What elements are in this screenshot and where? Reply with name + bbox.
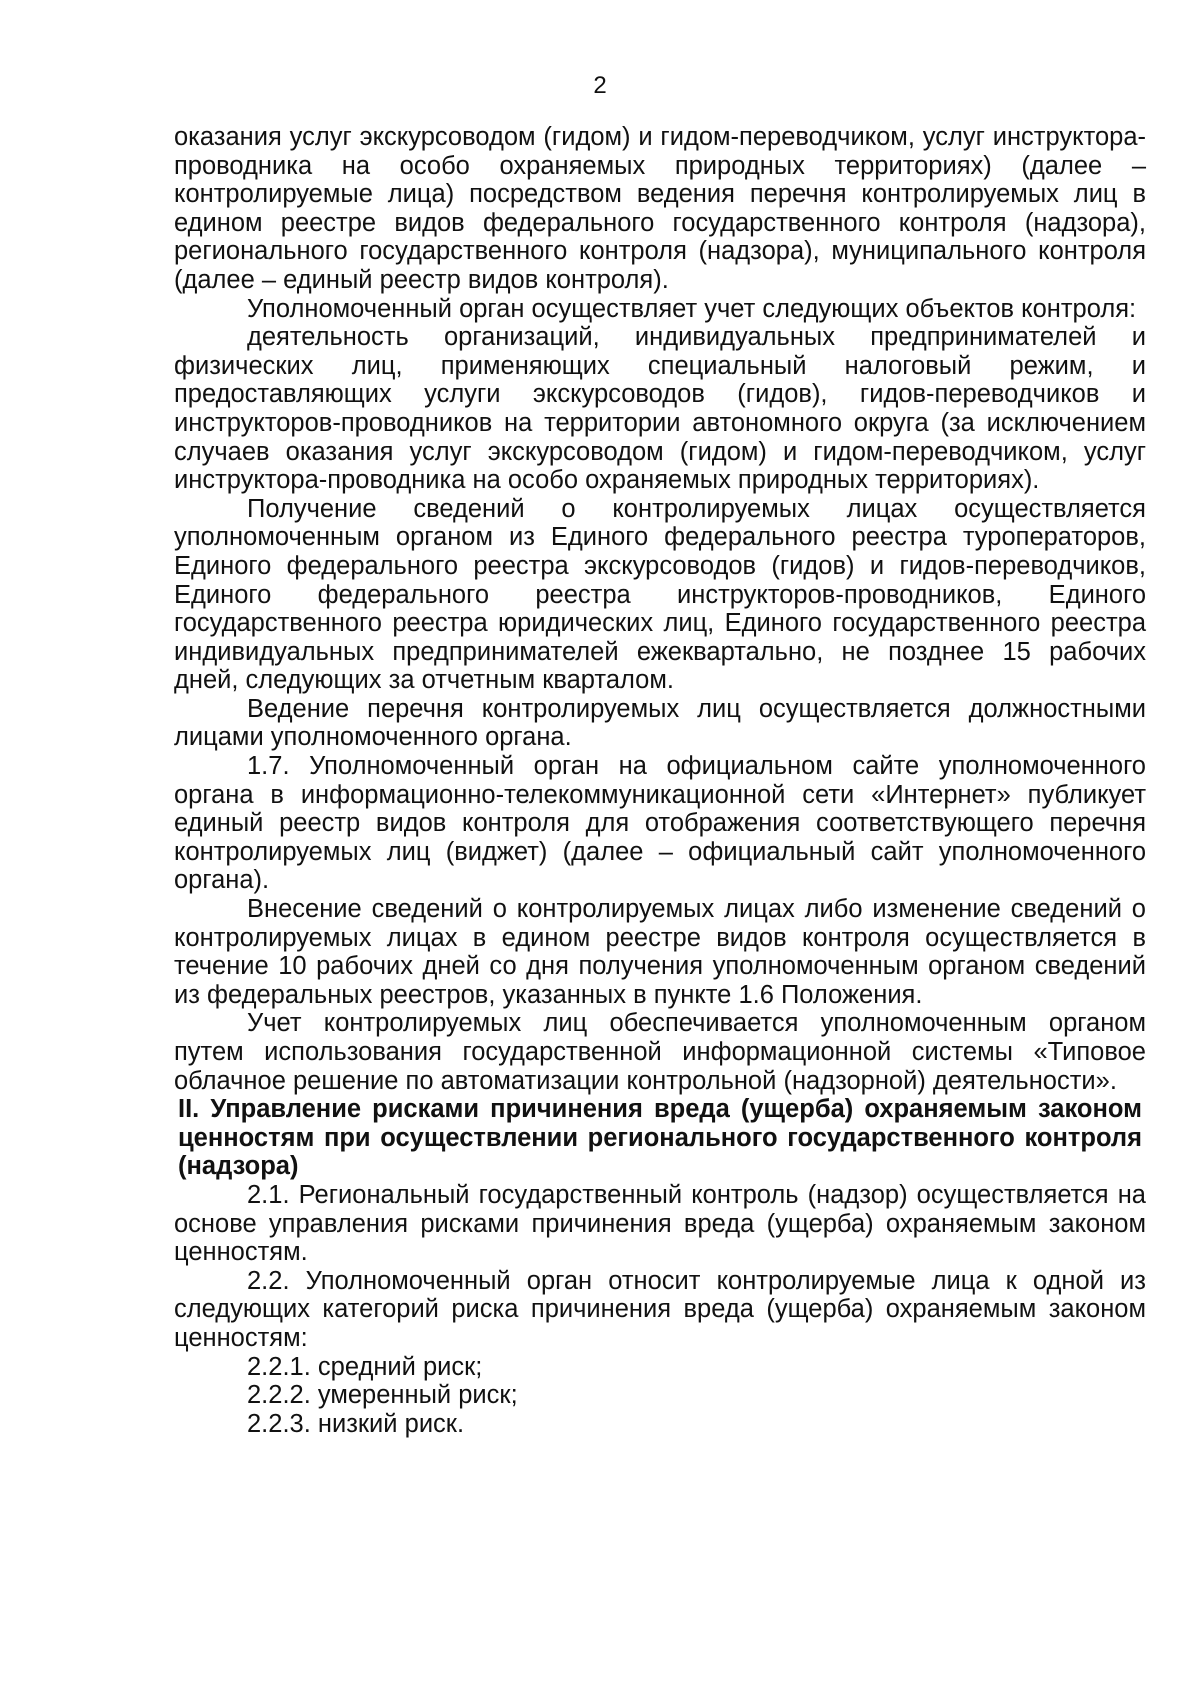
list-item: 2.2.1. средний риск; bbox=[247, 1352, 483, 1381]
paragraph: деятельность организаций, индивидуальных предпринимателей и физических лиц, применяющих специальный налоговый режим, и предоставляющих услуги экскурсоводов (гидов), гидов-переводчиков и инструкторов-проводников на территории автономного округа (за исключением случаев оказания услуг экскурсоводом (гидом) и гидом-переводчиком, услуг инструктора-проводника на особо охраняемых природных территориях). bbox=[174, 323, 1146, 495]
document-body bbox=[174, 123, 1146, 1438]
section-heading: II. Управление рисками причинения вреда (ущерба) охраняемым законом ценностям при осуществлении регионального государственного контроля (надзора) bbox=[178, 1095, 1142, 1181]
paragraph: Ведение перечня контролируемых лиц осуществляется должностными лицами уполномоченного органа. bbox=[174, 694, 1146, 752]
paragraph: 2.1. Региональный государственный контроль (надзор) осуществляется на основе управления рисками причинения вреда (ущерба) охраняемым законом ценностям. bbox=[174, 1180, 1146, 1267]
page-number: 2 bbox=[593, 72, 607, 99]
list-item: 2.2.2. умеренный риск; bbox=[247, 1381, 518, 1410]
paragraph: 1.7. Уполномоченный орган на официальном сайте уполномоченного органа в информационно-телекоммуникационной сети «Интернет» публикует единый реестр видов контроля для отображения соответствующего перечня контролируемых лиц (виджет) (далее – официальный сайт уполномоченного органа). bbox=[174, 752, 1146, 895]
paragraph: Получение сведений о контролируемых лицах осуществляется уполномоченным органом из Единого федерального реестра туроператоров, Единого федерального реестра экскурсоводов (гидов) и гидов-переводчиков, Единого федерального реестра инструкторов-проводников, Единого государственного реестра юридических лиц, Единого государственного реестра индивидуальных предпринимателей ежеквартально, не позднее 15 рабочих дней, следующих за отчетным кварталом. bbox=[174, 494, 1146, 695]
paragraph: Внесение сведений о контролируемых лицах либо изменение сведений о контролируемых лицах в едином реестре видов контроля осуществляется в течение 10 рабочих дней со дня получения уполномоченным органом сведений из федеральных реестров, указанных в пункте 1.6 Положения. bbox=[174, 895, 1146, 1009]
paragraph: 2.2. Уполномоченный орган относит контролируемые лица к одной из следующих категорий риска причинения вреда (ущерба) охраняемым законом ценностям: bbox=[174, 1266, 1146, 1352]
paragraph: Учет контролируемых лиц обеспечивается уполномоченным органом путем использования государственной информационной системы «Типовое облачное решение по автоматизации контрольной (надзорной) деятельности». bbox=[174, 1009, 1146, 1095]
paragraph: Уполномоченный орган осуществляет учет следующих объектов контроля: bbox=[247, 294, 1137, 323]
list-item: 2.2.3. низкий риск. bbox=[247, 1409, 465, 1438]
paragraph: оказания услуг экскурсоводом (гидом) и гидом-переводчиком, услуг инструктора-проводника на особо охраняемых природных территориях) (далее – контролируемые лица) посредством ведения перечня контролируемых лиц в едином реестре видов федерального государственного контроля (надзора), регионального государственного контроля (надзора), муниципального контроля (далее – единый реестр видов контроля). bbox=[174, 123, 1146, 294]
